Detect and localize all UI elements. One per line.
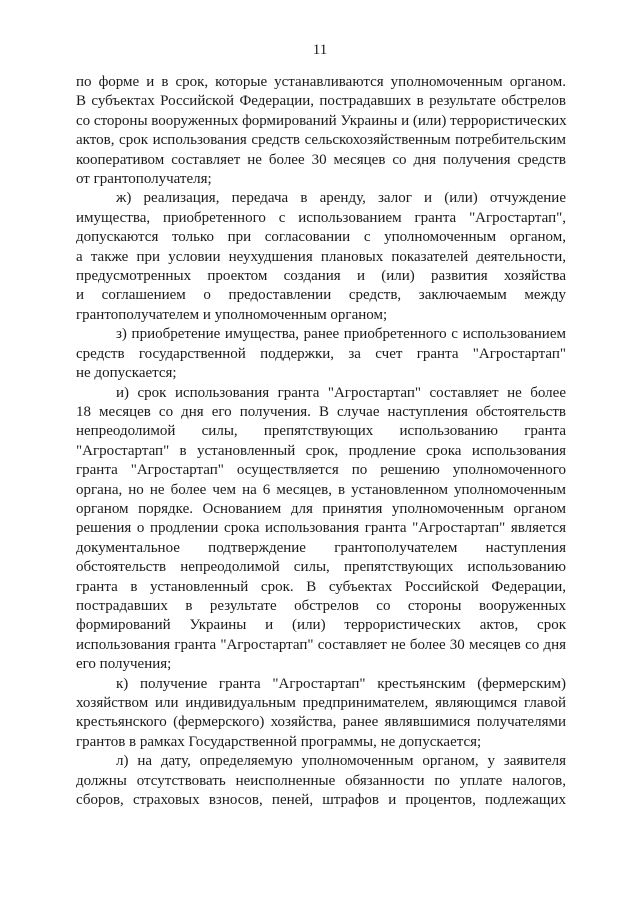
text-line: документальное подтверждение грантополучателем наступления [76, 539, 566, 556]
text-line: имущества, приобретенного с использованием гранта "Агростартап", [76, 209, 566, 226]
text-line: со стороны вооруженных формирований Украины и (или) террористических [76, 112, 567, 129]
text-line: крестьянского (фермерского) хозяйства, ранее являвшимися получателями [76, 714, 566, 731]
text-line: решения о продлении срока использования гранта "Агростартап" является [76, 520, 566, 537]
text-line: сборов, страховых взносов, пеней, штрафов и процентов, подлежащих [76, 792, 566, 809]
text-line: средств государственной поддержки, за счет гранта "Агростартап" [76, 345, 566, 362]
text-line: актов, срок использования средств сельскохозяйственным потребительским [76, 132, 566, 149]
text-line: его получения; [76, 656, 172, 673]
paragraph-first-line: ж) реализация, передача в аренду, залог и (или) отчуждение [116, 190, 566, 207]
paragraph-first-line: к) получение гранта "Агростартап" крестьянским (фермерским) [116, 675, 566, 692]
text-line: грантополучателем и уполномоченным органом; [76, 306, 388, 323]
text-line: должны отсутствовать неисполненные обязанности по уплате налогов, [76, 772, 566, 789]
text-line: В субъектах Российской Федерации, пострадавших в результате обстрелов [76, 93, 566, 110]
text-line: а также при условии неухудшения плановых показателей деятельности, [76, 248, 566, 265]
text-line: формирований Украины и (или) террористических актов, срок [76, 617, 566, 634]
text-line: непреодолимой силы, препятствующих использованию гранта [76, 423, 566, 440]
text-line: кооперативом составляет не более 30 месяцев со дня получения средств [76, 151, 566, 168]
text-line: хозяйством или индивидуальным предпринимателем, являющимся главой [76, 695, 566, 711]
text-line: "Агростартап" в установленный срок, продление срока использования [76, 442, 566, 459]
text-line: допускаются только при согласовании с уполномоченным органом, [76, 229, 566, 246]
text-line: использования гранта "Агростартап" составляет не более 30 месяцев со дня [76, 636, 566, 653]
page-number: 11 [312, 42, 328, 58]
text-line: не допускается; [76, 365, 177, 382]
text-line: органом порядке. Основанием для принятия уполномоченным органом [76, 500, 566, 517]
paragraph-first-line: з) приобретение имущества, ранее приобретенного с использованием [116, 326, 566, 343]
paragraph-first-line: л) на дату, определяемую уполномоченным органом, у заявителя [116, 753, 566, 770]
text-line: гранта "Агростартап" осуществляется по решению уполномоченного [76, 462, 566, 479]
document-body [76, 73, 566, 810]
text-line: по форме и в срок, которые устанавливаются уполномоченным органом. [76, 74, 566, 90]
text-line: пострадавших в результате обстрелов со стороны вооруженных [76, 597, 566, 614]
text-line: и соглашением о предоставлении средств, заключаемым между [76, 287, 566, 304]
text-line: грантов в рамках Государственной программы, не допускается; [76, 733, 482, 750]
text-line: от грантополучателя; [76, 171, 212, 188]
text-line: предусмотренных проектом создания и (или) развития хозяйства [76, 268, 566, 285]
text-line: гранта в установленный срок. В субъектах Российской Федерации, [76, 578, 566, 595]
text-line: обстоятельств непреодолимой силы, препятствующих использованию [76, 559, 566, 576]
text-line: 18 месяцев со дня его получения. В случае наступления обстоятельств [76, 403, 566, 420]
text-line: органа, но не более чем на 6 месяцев, в установленном уполномоченным [76, 481, 566, 498]
paragraph-first-line: и) срок использования гранта "Агростартап" составляет не более [116, 384, 566, 401]
